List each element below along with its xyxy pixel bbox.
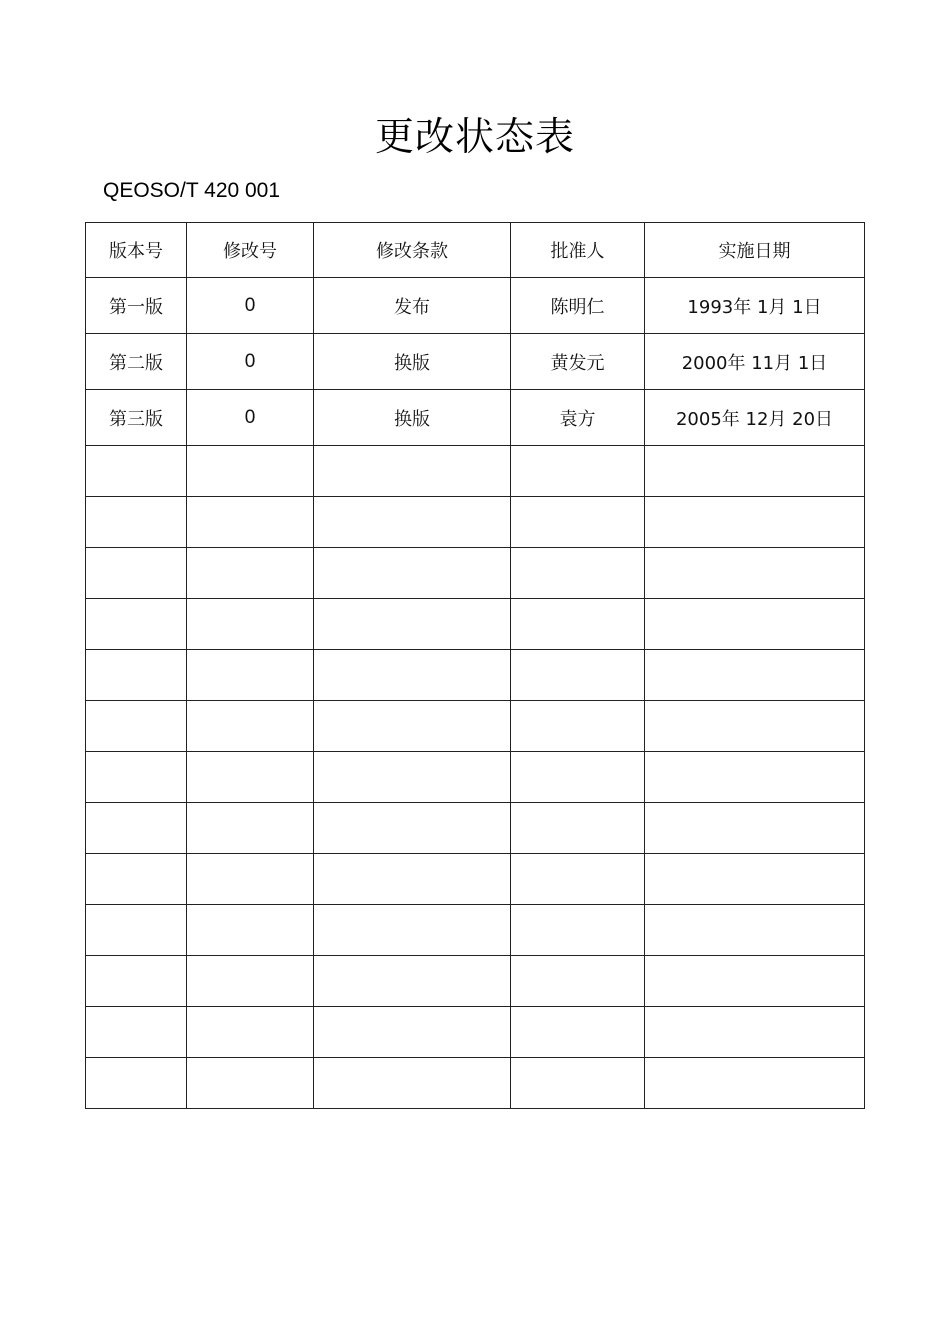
header-effective-date: 实施日期 (645, 223, 865, 278)
cell-version (86, 803, 187, 854)
cell-revised-clause (314, 497, 511, 548)
page-title: 更改状态表 (374, 115, 575, 160)
table-row (86, 278, 865, 334)
cell-revised-clause: 发布 (314, 278, 511, 334)
cell-revision-number (187, 752, 314, 803)
table-row (86, 854, 865, 905)
table-row (86, 446, 865, 497)
table-row (86, 497, 865, 548)
cell-approver (511, 956, 645, 1007)
cell-approver (511, 599, 645, 650)
cell-effective-date (645, 701, 865, 752)
table-row (86, 548, 865, 599)
cell-approver: 袁方 (511, 390, 645, 446)
table-row (86, 334, 865, 390)
cell-revision-number (187, 701, 314, 752)
cell-version (86, 905, 187, 956)
cell-effective-date (645, 497, 865, 548)
cell-revision-number (187, 905, 314, 956)
cell-revised-clause (314, 1007, 511, 1058)
cell-revised-clause (314, 752, 511, 803)
cell-revision-number (187, 1058, 314, 1109)
cell-revision-number (187, 854, 314, 905)
cell-version: 第三版 (86, 390, 187, 446)
cell-version (86, 650, 187, 701)
cell-approver (511, 1007, 645, 1058)
table-row (86, 599, 865, 650)
cell-approver (511, 497, 645, 548)
cell-revision-number: 0 (187, 334, 314, 390)
table-row (86, 650, 865, 701)
cell-approver (511, 803, 645, 854)
cell-version (86, 548, 187, 599)
header-approver: 批准人 (511, 223, 645, 278)
cell-revised-clause (314, 599, 511, 650)
cell-version (86, 752, 187, 803)
table-header-row (86, 223, 865, 278)
cell-revised-clause (314, 854, 511, 905)
cell-revised-clause: 换版 (314, 390, 511, 446)
cell-approver (511, 650, 645, 701)
cell-revision-number: 0 (187, 278, 314, 334)
cell-effective-date (645, 1007, 865, 1058)
cell-version (86, 701, 187, 752)
header-revision-number: 修改号 (187, 223, 314, 278)
cell-approver (511, 548, 645, 599)
cell-effective-date (645, 803, 865, 854)
cell-effective-date (645, 752, 865, 803)
cell-version (86, 1007, 187, 1058)
cell-revised-clause (314, 446, 511, 497)
cell-version: 第二版 (86, 334, 187, 390)
cell-revised-clause (314, 650, 511, 701)
cell-effective-date (645, 905, 865, 956)
table-row (86, 390, 865, 446)
cell-revision-number (187, 1007, 314, 1058)
table-row (86, 701, 865, 752)
cell-revision-number (187, 650, 314, 701)
cell-approver (511, 752, 645, 803)
cell-revised-clause (314, 956, 511, 1007)
cell-revised-clause (314, 905, 511, 956)
header-version: 版本号 (86, 223, 187, 278)
cell-effective-date (645, 1058, 865, 1109)
cell-version (86, 956, 187, 1007)
header-revised-clause: 修改条款 (314, 223, 511, 278)
cell-revision-number: 0 (187, 390, 314, 446)
cell-revised-clause (314, 1058, 511, 1109)
cell-revision-number (187, 548, 314, 599)
document-code: QEOSO/T 420 001 (103, 179, 281, 202)
cell-approver: 黄发元 (511, 334, 645, 390)
cell-revision-number (187, 497, 314, 548)
cell-approver (511, 905, 645, 956)
cell-version (86, 854, 187, 905)
cell-approver (511, 854, 645, 905)
cell-effective-date (645, 956, 865, 1007)
table-row (86, 803, 865, 854)
table-row (86, 1058, 865, 1109)
table-row (86, 956, 865, 1007)
cell-approver (511, 1058, 645, 1109)
cell-revision-number (187, 803, 314, 854)
cell-version: 第一版 (86, 278, 187, 334)
cell-approver: 陈明仁 (511, 278, 645, 334)
cell-revised-clause: 换版 (314, 334, 511, 390)
cell-revision-number (187, 956, 314, 1007)
cell-effective-date (645, 548, 865, 599)
cell-effective-date (645, 446, 865, 497)
table-row (86, 752, 865, 803)
cell-revised-clause (314, 548, 511, 599)
cell-effective-date (645, 650, 865, 701)
cell-revised-clause (314, 803, 511, 854)
cell-revision-number (187, 599, 314, 650)
cell-effective-date (645, 599, 865, 650)
cell-approver (511, 446, 645, 497)
cell-version (86, 446, 187, 497)
table-row (86, 1007, 865, 1058)
change-status-table (85, 222, 865, 1109)
cell-version (86, 497, 187, 548)
cell-version (86, 1058, 187, 1109)
cell-effective-date: 1993年 1月 1日 (645, 278, 865, 334)
cell-approver (511, 701, 645, 752)
cell-effective-date (645, 854, 865, 905)
table-row (86, 905, 865, 956)
cell-effective-date: 2000年 11月 1日 (645, 334, 865, 390)
cell-revised-clause (314, 701, 511, 752)
cell-effective-date: 2005年 12月 20日 (645, 390, 865, 446)
cell-version (86, 599, 187, 650)
cell-revision-number (187, 446, 314, 497)
